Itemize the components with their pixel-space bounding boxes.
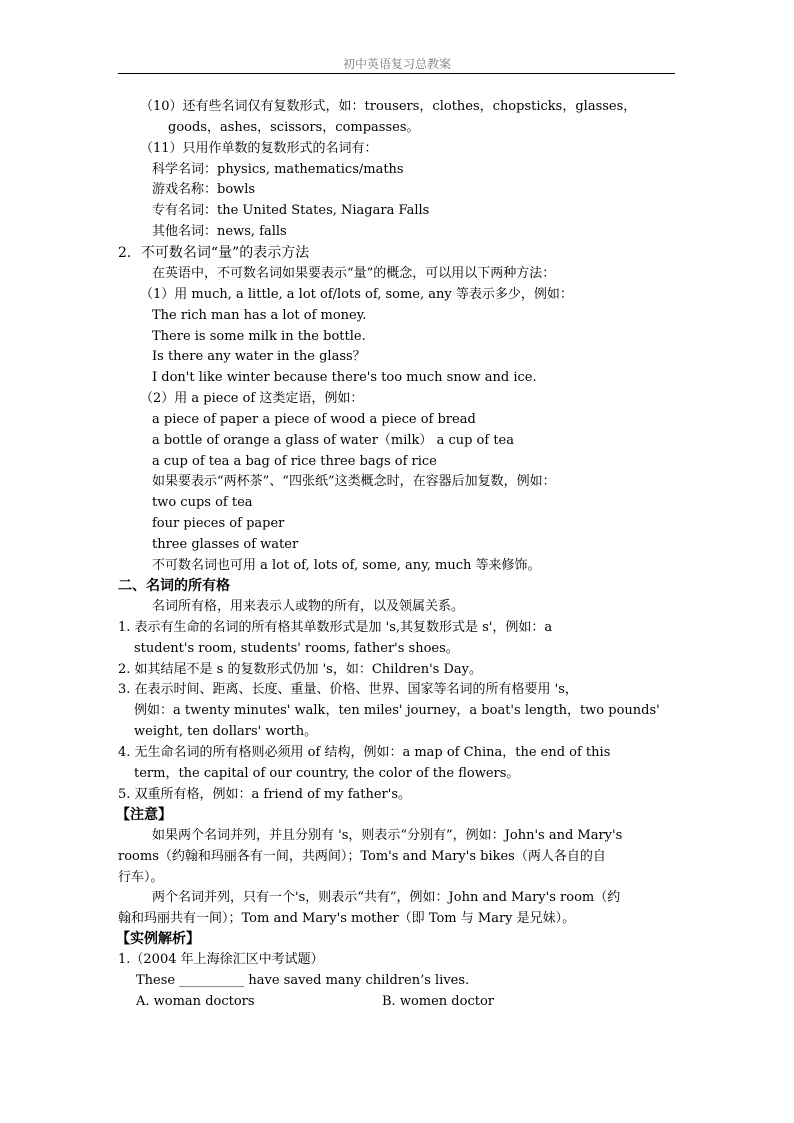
example-line: two cups of tea: [152, 495, 253, 510]
text-line: 例如：a twenty minutes' walk，ten miles' journey，a boat's length，two pounds': [134, 703, 660, 718]
text-line: weight, ten dollars' worth。: [134, 724, 318, 739]
text-line: 在英语中，不可数名词如果要表示“量”的概念，可以用以下两种方法：: [152, 266, 556, 281]
text-line: 4. 无生命名词的所有格则必须用 of 结构，例如：a map of China，the end of this: [118, 745, 611, 760]
header-divider: [118, 73, 675, 74]
option-a: A. woman doctors: [136, 994, 255, 1009]
text-line: 1. 表示有生命的名词的所有格其单数形式是加 's,其复数形式是 s'，例如：a: [118, 620, 553, 635]
example-line: a piece of paper a piece of wood a piece of bread: [152, 412, 476, 427]
text-line: （11）只用作单数的复数形式的名词有：: [140, 141, 378, 156]
question-stem: These __________ have saved many children’s lives.: [136, 973, 470, 988]
text-line: 游戏名称：bowls: [152, 182, 256, 197]
example-heading: 【实例解析】: [116, 931, 200, 947]
text-line: rooms（约翰和玛丽各有一间，共两间）；Tom's and Mary's bikes（两人各自的自: [118, 849, 606, 864]
text-line: 3. 在表示时间、距离、长度、重量、价格、世界、国家等名词的所有格要用 's，: [118, 682, 578, 697]
text-line: 翰和玛丽共有一间）；Tom and Mary's mother（即 Tom 与 Mary 是兄妹）。: [118, 911, 576, 926]
example-line: a cup of tea a bag of rice three bags of rice: [152, 454, 437, 469]
example-line: Is there any water in the glass？: [152, 349, 366, 364]
example-line: There is some milk in the bottle.: [152, 329, 366, 344]
text-line: 如果两个名词并列，并且分别有 's，则表示“分别有”，例如：John's and Mary's: [152, 828, 623, 843]
text-line: （1）用 much, a little, a lot of/lots of, some, any 等表示多少，例如：: [140, 287, 573, 302]
section-heading: 2．不可数名词“量”的表示方法: [118, 245, 310, 261]
section-heading: 二、名词的所有格: [118, 578, 230, 594]
text-line: （2）用 a piece of 这类定语，例如：: [140, 391, 364, 406]
text-line: 不可数名词也可用 a lot of, lots of, some, any, much 等来修饰。: [152, 558, 541, 573]
note-heading: 【注意】: [116, 807, 172, 823]
text-line: student's room, students' rooms, father's shoes。: [134, 641, 459, 656]
text-line: 科学名词：physics, mathematics/maths: [152, 162, 404, 177]
example-line: three glasses of water: [152, 537, 299, 552]
question-source: 1.（2004 年上海徐汇区中考试题）: [118, 952, 324, 967]
example-line: four pieces of paper: [152, 516, 285, 531]
text-line: （10）还有些名词仅有复数形式，如：trousers，clothes，chopsticks，glasses，: [140, 99, 637, 114]
example-line: I don't like winter because there's too much snow and ice.: [152, 370, 537, 385]
page-header: 初中英语复习总教案: [342, 57, 451, 71]
text-line: term，the capital of our country, the color of the flowers。: [134, 766, 520, 781]
example-line: a bottle of orange a glass of water（milk） a cup of tea: [152, 433, 514, 448]
text-line: 5. 双重所有格，例如：a friend of my father's。: [118, 787, 412, 802]
text-line: 2. 如其结尾不是 s 的复数形式仍加 's，如：Children's Day。: [118, 662, 482, 677]
option-b: B. women doctor: [382, 994, 494, 1009]
text-line: 两个名词并列，只有一个's，则表示“共有”，例如：John and Mary's room（约: [152, 890, 621, 905]
text-line: 其他名词：news, falls: [152, 224, 287, 239]
text-line: 行车）。: [118, 870, 164, 885]
example-line: The rich man has a lot of money.: [152, 308, 367, 323]
text-line: 如果要表示“两杯茶”、“四张纸”这类概念时，在容器后加复数，例如：: [152, 474, 556, 489]
text-line: 专有名词：the United States, Niagara Falls: [152, 203, 430, 218]
text-line: goods，ashes，scissors，compasses。: [168, 120, 420, 135]
text-line: 名词所有格，用来表示人或物的所有，以及领属关系。: [152, 599, 465, 614]
